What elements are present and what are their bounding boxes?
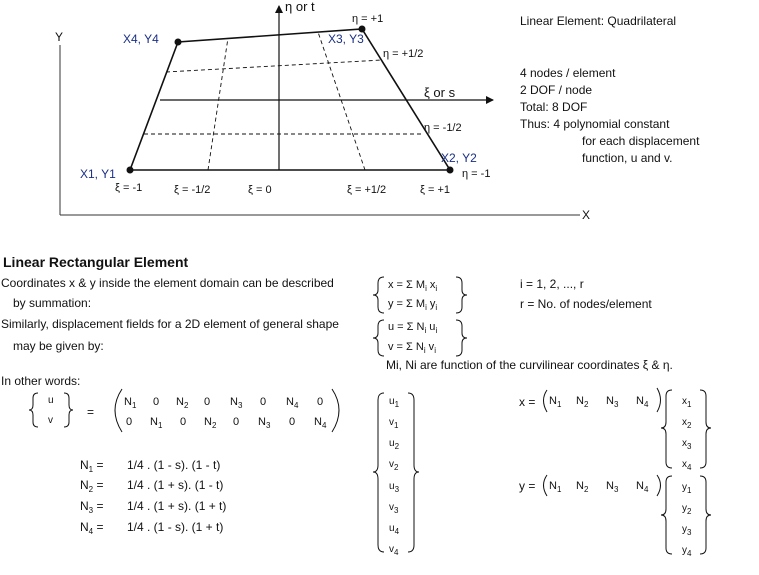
y-eq-paren-right — [657, 475, 661, 496]
shape-fn-expr: 1/4 . (1 + s). (1 - t) — [127, 478, 224, 492]
dof-entry: $v_1$ — [389, 417, 399, 430]
lhs-v: v — [48, 415, 53, 426]
node-2 — [447, 167, 454, 174]
dof-entry: $v_2$ — [389, 459, 399, 472]
node-1 — [127, 167, 134, 174]
text-line-4: may be given by: — [13, 339, 104, 353]
eq-u: u = Σ $N_i$ $u_i$ — [388, 321, 438, 335]
lhs-u: u — [48, 395, 54, 406]
x-eq-paren-left — [544, 390, 548, 412]
text-line-1: Coordinates x & y inside the element domain can be described — [1, 276, 334, 290]
shape-fn-expr: 1/4 . (1 - s). (1 - t) — [127, 458, 221, 472]
shape-fn-name: $N_2$ = — [80, 478, 104, 494]
xi-minus-half-line — [208, 38, 228, 170]
brace-xy-right — [456, 277, 467, 313]
side-note-line-1: 4 nodes / element — [520, 66, 616, 80]
xi-zero-label: ξ = 0 — [248, 184, 272, 196]
section-heading: Linear Rectangular Element — [3, 254, 189, 270]
x-vector-entry: $x_3$ — [682, 438, 692, 451]
n-matrix-paren-right — [332, 389, 339, 432]
x-vector-entry: $x_1$ — [682, 396, 692, 409]
shape-fn-name: $N_1$ = — [80, 458, 104, 474]
brace-uv — [373, 320, 384, 356]
lhs-brace-right — [64, 393, 73, 427]
n-matrix-cell: 0 — [126, 416, 133, 428]
x-axis-label: X — [582, 208, 591, 222]
dof-entry: $u_1$ — [389, 396, 400, 409]
xi-axis-label: ξ or s — [424, 85, 456, 100]
dof-entry: $v_4$ — [389, 544, 399, 557]
dof-brace-left — [373, 393, 384, 552]
x-vector-entry: $x_4$ — [682, 459, 692, 472]
eta-minus1-label: η = -1 — [462, 168, 491, 180]
brace-uv-right — [456, 320, 467, 356]
eq-y-main: y = Σ M — [388, 298, 426, 310]
n-matrix-cell: 0 — [289, 416, 296, 428]
text-line-5: In other words: — [1, 374, 81, 388]
n-matrix-cell: $N_2$ — [176, 396, 189, 410]
lhs-brace-left — [29, 393, 38, 427]
eta-plus-half-line — [166, 60, 382, 72]
n-matrix-cell: 0 — [233, 416, 240, 428]
xi-minus1-label: ξ = -1 — [115, 182, 143, 194]
mi-ni-note: Mi, Ni are function of the curvilinear coordinates ξ & η. — [386, 358, 673, 372]
n-matrix-cell: 0 — [204, 396, 211, 408]
y-vector-entry: $y_4$ — [682, 545, 692, 558]
eq-y: y = Σ $M_i$ $y_i$ — [388, 298, 438, 312]
node-2-label: X2, Y2 — [441, 151, 477, 165]
side-note-line-3: Total: 8 DOF — [520, 100, 588, 114]
y-vector-entry: $y_3$ — [682, 524, 692, 537]
eta-minus-half-label: η = -1/2 — [424, 122, 462, 134]
text-line-2: by summation: — [13, 296, 92, 310]
x-eq-paren-right — [657, 388, 661, 412]
xi-plus-half-line — [318, 32, 365, 170]
n-matrix-cell: $N_1$ — [124, 396, 137, 410]
summation-equations — [373, 277, 467, 356]
eta-axis-label: η or t — [285, 0, 315, 14]
eta-plus1-label: η = +1 — [352, 13, 384, 25]
shape-fn-name: $N_3$ = — [80, 499, 104, 515]
y-vector-brace-right — [700, 476, 711, 554]
eq-v-main: v = Σ N — [388, 341, 424, 353]
eq-v: v = Σ $N_i$ $v_i$ — [388, 341, 436, 355]
y-axis-label: Y — [55, 30, 64, 44]
shape-fn-expr: 1/4 . (1 + s). (1 + t) — [127, 499, 227, 513]
y-eq-n: $N_2$ — [576, 480, 589, 494]
dof-brace-right — [408, 393, 419, 552]
y-eq-paren-left — [544, 475, 548, 496]
y-eq-n: $N_1$ — [549, 480, 562, 494]
node-4-label: X4, Y4 — [123, 32, 159, 46]
dof-entry: $v_3$ — [389, 502, 399, 515]
n-matrix-cell: $N_4$ — [286, 396, 299, 410]
r-definition: r = No. of nodes/element — [520, 297, 652, 311]
eq-x: x = Σ $M_i$ $x_i$ — [388, 279, 438, 293]
y-eq-n: $N_4$ — [636, 480, 649, 494]
side-note-line-4: Thus: 4 polynomial constant — [520, 117, 670, 131]
brace-xy — [373, 277, 384, 313]
n-matrix-row-2 — [126, 416, 327, 430]
xi-plus-half-label: ξ = +1/2 — [347, 184, 387, 196]
y-vector-entry: $y_1$ — [682, 482, 692, 495]
dof-vector — [389, 396, 400, 557]
n-matrix-paren-left — [115, 389, 122, 432]
n-matrix-cell: $N_2$ — [204, 416, 217, 430]
side-note-line-6: function, u and v. — [582, 151, 673, 165]
x-eq-n: $N_1$ — [549, 395, 562, 409]
side-notes-title: Linear Element: Quadrilateral — [520, 14, 677, 28]
x-eq-n: $N_4$ — [636, 395, 649, 409]
n-matrix-cell: $N_1$ — [150, 416, 163, 430]
eq-u-main: u = Σ N — [388, 321, 425, 333]
shape-functions — [80, 458, 226, 536]
x-eq-lhs: x = — [519, 395, 536, 409]
eq-x-main: x = Σ M — [388, 279, 426, 291]
y-vector-entry: $y_2$ — [682, 503, 692, 516]
n-matrix-cell: $N_3$ — [258, 416, 271, 430]
n-matrix-row-1 — [124, 396, 323, 410]
y-eq-lhs: y = — [519, 479, 536, 493]
n-matrix-cell: 0 — [180, 416, 187, 428]
xi-minus-half-label: ξ = -1/2 — [174, 184, 211, 196]
local-axes — [160, 0, 493, 170]
side-note-line-2: 2 DOF / node — [520, 83, 593, 97]
eta-plus-half-label: η = +1/2 — [383, 48, 424, 60]
node-4 — [175, 39, 182, 46]
text-line-3: Similarly, displacement fields for a 2D element of general shape — [1, 317, 339, 331]
n-matrix-cell: 0 — [153, 396, 160, 408]
geometry-equations — [519, 388, 711, 558]
side-note-line-5: for each displacement — [582, 134, 700, 148]
n-matrix-cell: 0 — [317, 396, 324, 408]
x-vector-entry: $x_2$ — [682, 417, 692, 430]
index-range: i = 1, 2, ..., r — [520, 277, 584, 291]
node-3-label: X3, Y3 — [328, 32, 364, 46]
y-vector-brace-left — [661, 476, 672, 554]
x-eq-n: $N_2$ — [576, 395, 589, 409]
side-notes — [520, 14, 700, 165]
n-matrix-cell: $N_3$ — [230, 396, 243, 410]
y-eq-n: $N_3$ — [606, 480, 619, 494]
matrix-equals: = — [87, 405, 95, 419]
dof-entry: $u_2$ — [389, 438, 400, 451]
x-vector-brace-left — [661, 390, 672, 468]
x-eq-n: $N_3$ — [606, 395, 619, 409]
shape-fn-name: $N_4$ = — [80, 520, 104, 536]
xi-plus1-label: ξ = +1 — [420, 184, 451, 196]
node-1-label: X1, Y1 — [80, 167, 116, 181]
dof-entry: $u_4$ — [389, 523, 400, 536]
x-vector-brace-right — [700, 390, 711, 468]
n-matrix-cell: $N_4$ — [314, 416, 327, 430]
dof-entry: $u_3$ — [389, 481, 400, 494]
shape-fn-expr: 1/4 . (1 - s). (1 + t) — [127, 520, 224, 534]
n-matrix-cell: 0 — [260, 396, 267, 408]
